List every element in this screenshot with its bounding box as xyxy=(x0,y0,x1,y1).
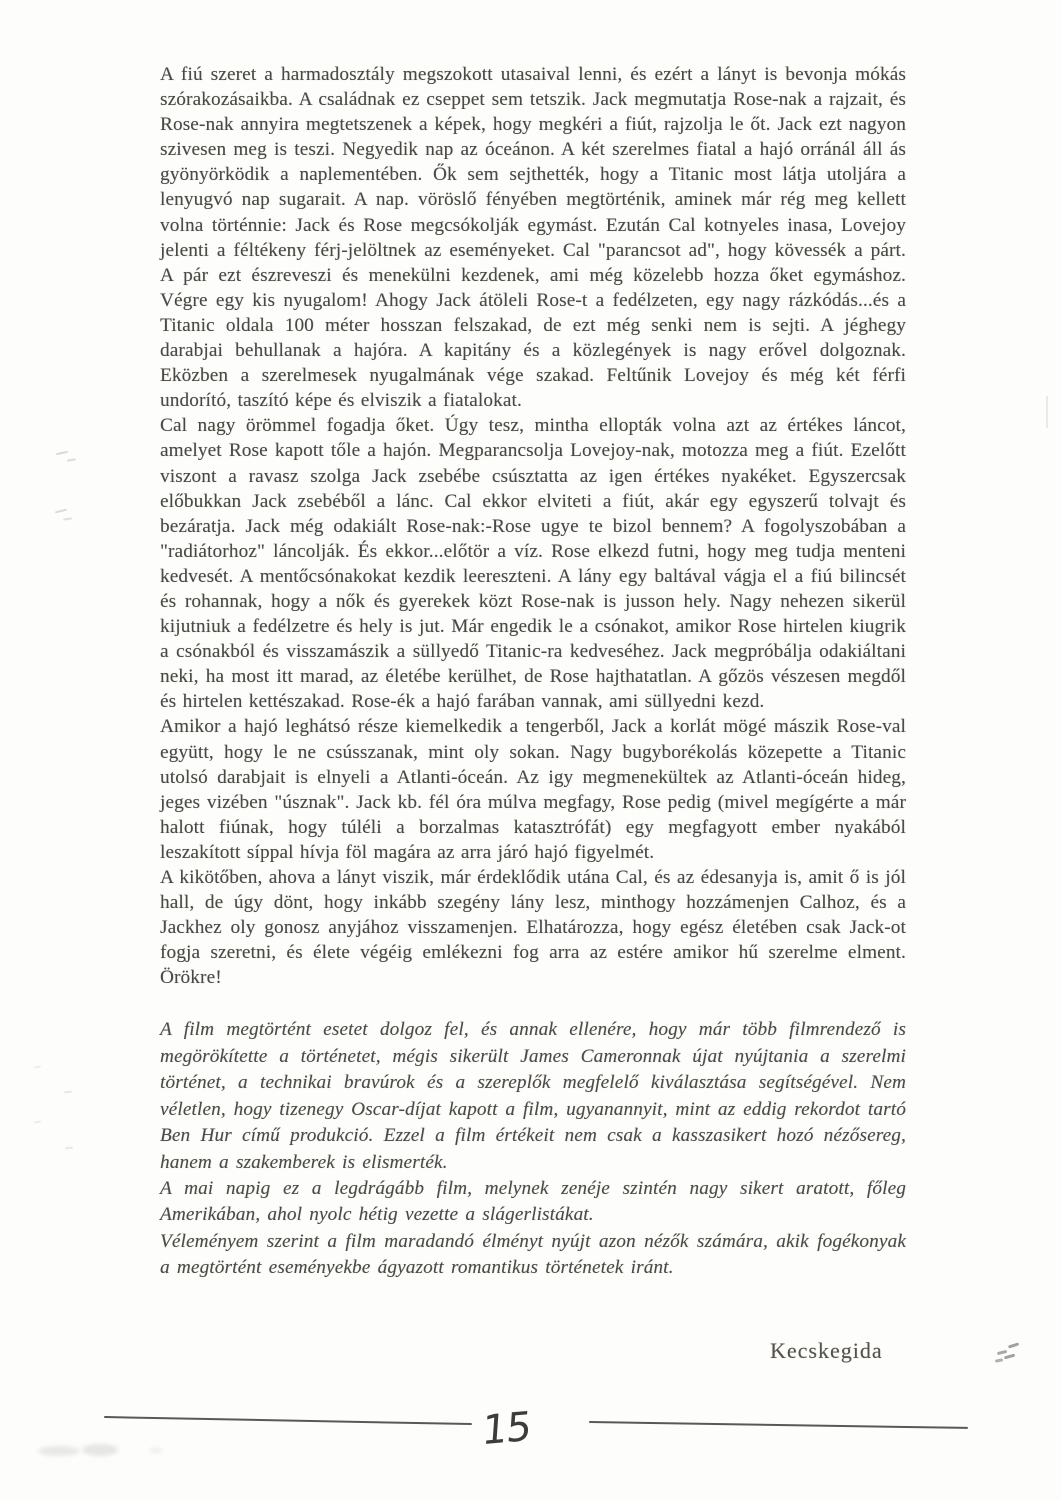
scan-artifact-mark xyxy=(55,509,67,514)
scan-artifact-mark xyxy=(63,517,72,520)
pencil-check-mark xyxy=(997,1350,1007,1355)
story-paragraph-2: Cal nagy örömmel fogadja őket. Úgy tesz, mintha ellopták volna azt az értékes láncot, amelyet Rose kapott tőle a hajón. Megparancsolja Lovejoy-nak, motozza meg a fiút. Ezelőtt viszont a ravasz szolga Jack zsebébe csúsztatta az igen értékes nyakéket. Egyszercsak előbukkan Jack zsebéből a lánc. Cal ekkor elviteti a fiút, akár egy egyszerű tolvajt és bezáratja. Jack még odakiált Rose-nak:-Rose ugye te bizol bennem? A fogolyszobában a "radiátorhoz" láncolják. És ekkor...előtör a víz. Rose elkezd futni, hogy meg tudja menteni kedvesét. A mentőcsónakokat kezdik leereszteni. A lány egy baltával vágja el a fiú bilincsét és rohannak, hogy a nők és gyerekek közt Rose-nak is jusson hely. Nagy nehezen sikerül kijutniuk a fedélzetre és hely is jut. Már engedik le a csónakot, amikor Rose hirtelen kiugrik a csónakból és visszamászik a süllyedő Titanic-ra kedveséhez. Jack megpróbálja odakiáltani neki, ha most itt marad, az életébe kerülhet, de Rose hajthatatlan. A gőzös vészesen megdől és hirtelen kettészakad. Rose-ék a hajó farában vannak, ami süllyedni kezd. xyxy=(160,415,906,713)
story-paragraph-4: A kikötőben, ahova a lányt viszik, már érdeklődik utána Cal, és az édesanyja is, amit ő is jól hall, de úgy dönt, hogy inkább szegény lány lesz, minthogy hozzámenjen Calhoz, és a Jackhez oly gonosz anyjához visszamenjen. Elhatározza, hogy egész életében csak Jack-ot fogja szeretni, és élete végéig emlékezni fog arra az estére amikor hű szerelme elment. Örökre! xyxy=(160,867,906,989)
scan-edge-artifact xyxy=(1046,396,1048,428)
page-number: 15 xyxy=(480,1403,533,1455)
pencil-check-mark xyxy=(995,1358,1003,1362)
footer-rule-right xyxy=(589,1421,968,1429)
review-paragraph-3: Véleményem szerint a film maradandó élményt nyújt azon nézők számára, akik fogékonyak a megtörtént eseményekbe ágyazott romantikus történetek iránt. xyxy=(160,1230,906,1279)
pencil-check-mark xyxy=(1008,1342,1019,1348)
story-paragraph-1: A fiú szeret a harmadosztály megszokott utasaival lenni, és ezért a lányt is bevonja mókás szórakozásaikba. A családnak ez cseppet sem tetszik. Jack megmutatja Rose-nak a rajzait, és Rose-nak annyira megtetszenek a képek, hogy megkéri a fiút, rajzolja le őt. Jack ezt nagyon szivesen meg is teszi. Negyedik nap az óceánon. A két szerelmes fiatal a hajó orránál áll ás gyönyörködik a naplementében. Ők sem sejthették, hogy a Titanic most látja utoljára a lenyugvó nap sugarait. A nap. vöröslő fényében megtörténik, aminek már rég meg kellett volna történnie: Jack és Rose megcsókolják egymást. Ezután Cal kotnyeles inasa, Lovejoy jelenti a féltékeny férj-jelöltnek az eseményeket. Cal "parancsot ad", hogy kövessék a párt. A pár ezt észreveszi és menekülni kezdenek, ami még közelebb hozza őket egymáshoz. Végre egy kis nyugalom! Ahogy Jack átöleli Rose-t a fedélzeten, egy nagy rázkódás...és a Titanic oldala 100 méter hosszan felszakad, de ezt még senki nem is sejti. A jéghegy darabjai behullanak a hajóra. A kapitány és a közlegények is nagy erővel dolgoznak. Eközben a szerelmesek nyugalmának vége szakad. Feltűnik Lovejoy és még két férfi undorító, taszító képe és elviszik a fiatalokat. xyxy=(160,64,906,412)
review-paragraph-1: A film megtörtént esetet dolgoz fel, és annak ellenére, hogy már több filmrendező is megörökítette a történetet, mégis sikerült James Cameronnak újat nyújtania a szerelmi történet, a technikai bravúrok és a szereplők megfelelő kiválasztása segítségével. Nem véletlen, hogy tizenegy Oscar-díjat kapott a film, ugyanannyit, mint az eddig rekordot tartó Ben Hur című produkció. Ezzel a film értékeit nem csak a kasszasikert hozó nézősereg, hanem a szakemberek is elismerték. xyxy=(160,1019,906,1173)
story-paragraph-3: Amikor a hajó leghátsó része kiemelkedik a tengerből, Jack a korlát mögé mászik Rose-val együtt, hogy le ne csússzanak, mint oly sokan. Nagy bugyborékolás közepette a Titanic utolsó darabjait is elnyeli a Atlanti-óceán. Az igy megmenekültek az Atlanti-óceán hideg, jeges vizében "úsznak". Jack kb. fél óra múlva megfagy, Rose pedig (mivel megígérte a már halott fiúnak, hogy túléli a borzalmas katasztrófát) egy megfagyott ember nyakából leszakított síppal hívja föl magára az arra járó hajó figyelmét. xyxy=(160,716,906,863)
scan-artifact-mark xyxy=(56,451,68,455)
pencil-check-mark xyxy=(1004,1354,1015,1359)
scan-smudge xyxy=(38,1446,80,1456)
scan-artifact-mark xyxy=(34,1120,41,1123)
author-signature: Kecskegida xyxy=(770,1338,883,1363)
scan-smudge xyxy=(150,1448,162,1453)
document-body xyxy=(160,62,906,1282)
scan-artifact-mark xyxy=(65,1147,73,1150)
scan-artifact-mark xyxy=(34,1065,41,1068)
scan-artifact-mark xyxy=(67,458,76,461)
review-section xyxy=(160,1017,906,1281)
scan-smudge xyxy=(82,1444,118,1456)
footer-rule-left xyxy=(104,1416,472,1425)
scan-artifact-mark xyxy=(64,1091,72,1094)
review-paragraph-2: A mai napig ez a legdrágább film, melynek zenéje szintén nagy sikert aratott, főleg Amerikában, ahol nyolc hétig vezette a slágerlistákat. xyxy=(160,1177,906,1226)
